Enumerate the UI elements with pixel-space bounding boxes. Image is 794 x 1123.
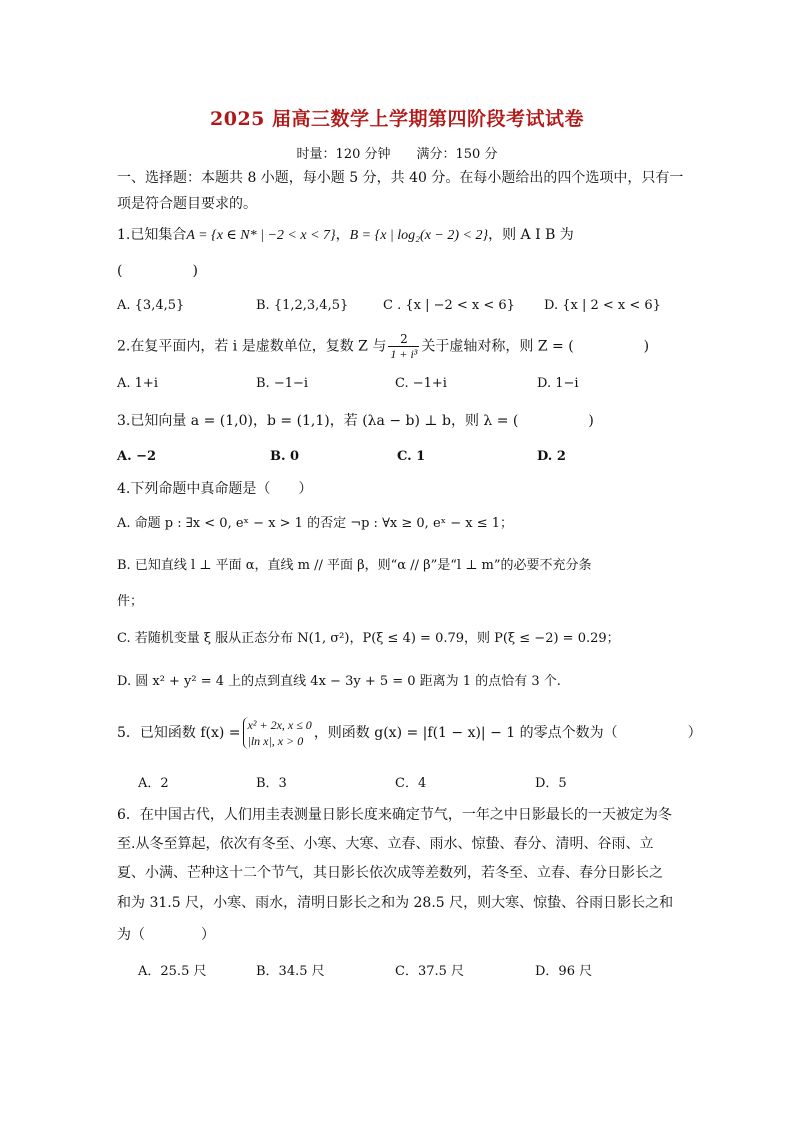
q4-stem: 4.下列命题中真命题是（ ） xyxy=(117,481,313,497)
q2-stem xyxy=(117,332,649,361)
q5-option-d: D．5 xyxy=(535,776,567,791)
q5-stem-suffix: ，则函数 g(x) = |f(1 − x)| − 1 的零点个数为（ ） xyxy=(313,725,702,741)
q5-piecewise xyxy=(243,717,312,749)
section1-line1: 一、选择题：本题共 8 小题，每小题 5 分，共 40 分。在每小题给出的四个选项中，只有一 xyxy=(117,170,684,186)
q4-option-b-line1: B. 已知直线 l ⊥ 平面 α，直线 m // 平面 β，则“α // β”是“l ⊥ m”的必要不充分条 xyxy=(117,558,592,573)
q1-stem-mid: ， xyxy=(335,227,350,243)
exam-title: 2025 届高三数学上学期第四阶段考试试卷 xyxy=(210,108,584,130)
q6-line3: 夏、小满、芒种这十二个节气，其日影长依次成等差数列，若冬至、立春、春分日影长之 xyxy=(117,865,663,881)
q1-paren: ( ) xyxy=(117,263,198,279)
q5-case2: |ln x|, x > 0 xyxy=(247,734,304,748)
q6-option-a: A．25.5 尺 xyxy=(138,964,207,979)
q4-option-a: A. 命题 p : ∃x < 0, eˣ − x > 1 的否定 ¬p : ∀x ≥ 0, eˣ − x ≤ 1； xyxy=(117,516,514,531)
q2-option-d: D. 1−i xyxy=(537,376,579,391)
q2-option-a: A. 1+i xyxy=(117,376,158,391)
q1-set-a: A = {x ∈ N* | −2 < x < 7} xyxy=(186,228,336,243)
exam-subtitle: 时量：120 分钟 满分：150 分 xyxy=(296,147,498,162)
q3-option-c: C. 1 xyxy=(397,449,426,464)
q6-option-c: C．37.5 尺 xyxy=(395,964,465,979)
q5-option-c: C．4 xyxy=(395,776,427,791)
q6-line4: 和为 31.5 尺，小寒、雨水，清明日影长之和为 28.5 尺，则大寒、惊蛰、谷雨日影长之和 xyxy=(117,895,674,911)
q6-line2: 至.从冬至算起，依次有冬至、小寒、大寒、立春、雨水、惊蛰、春分、清明、谷雨、立 xyxy=(117,836,654,852)
q1-stem-suffix: ，则 A I B 为 xyxy=(488,227,574,243)
q1-stem-prefix: 1.已知集合 xyxy=(117,227,187,243)
q1-stem xyxy=(117,226,574,245)
q5-option-b: B．3 xyxy=(256,776,287,791)
q5-case1: x² + 2x, x ≤ 0 xyxy=(247,718,312,732)
q3-option-b: B. 0 xyxy=(270,449,300,464)
q1-set-b: B = {x | log₂(x − 2) < 2} xyxy=(349,228,489,243)
q2-fraction xyxy=(388,332,419,361)
q3-option-d: D. 2 xyxy=(537,449,566,464)
q5-stem xyxy=(117,717,702,749)
q1-option-a: A. {3,4,5} xyxy=(117,298,185,313)
q6-line1: 6．在中国古代，人们用圭表测量日影长度来确定节气，一年之中日影最长的一天被定为冬 xyxy=(117,807,672,823)
q4-option-d: D. 圆 x² + y² = 4 上的点到直线 4x − 3y + 5 = 0 距离为 1 的点恰有 3 个. xyxy=(117,674,561,689)
q2-stem-prefix: 2.在复平面内，若 i 是虚数单位，复数 Z 与 xyxy=(117,338,387,355)
q5-stem-prefix: 5．已知函数 f(x) = xyxy=(117,725,241,741)
q2-option-c: C. −1+i xyxy=(395,376,447,391)
q5-option-a: A．2 xyxy=(138,776,169,791)
q4-option-c: C. 若随机变量 ξ 服从正态分布 N(1, σ²)，P(ξ ≤ 4) = 0.79，则 P(ξ ≤ −2) = 0.29； xyxy=(117,631,620,646)
q4-option-b-line2: 件； xyxy=(117,594,144,609)
q6-option-b: B．34.5 尺 xyxy=(256,964,325,979)
q2-stem-suffix: 关于虚轴对称，则 Z = ( ) xyxy=(421,338,650,355)
q2-frac-den: 1 + i³ xyxy=(390,347,418,361)
q2-option-b: B. −1−i xyxy=(256,376,309,391)
q1-option-c: C . {x | −2 < x < 6} xyxy=(383,298,515,313)
q3-stem: 3.已知向量 a = (1,0)，b = (1,1)，若 (λa − b) ⊥ b，则 λ = ( ) xyxy=(117,413,594,429)
section1-line2: 项是符合题目要求的。 xyxy=(117,196,257,212)
q3-option-a: A. −2 xyxy=(117,449,157,464)
q1-option-d: D. {x | 2 < x < 6} xyxy=(544,298,661,313)
q6-option-d: D．96 尺 xyxy=(535,964,593,979)
q1-option-b: B. {1,2,3,4,5} xyxy=(256,298,349,313)
q2-frac-num: 2 xyxy=(388,332,419,347)
q6-line5: 为（ ） xyxy=(117,927,215,943)
